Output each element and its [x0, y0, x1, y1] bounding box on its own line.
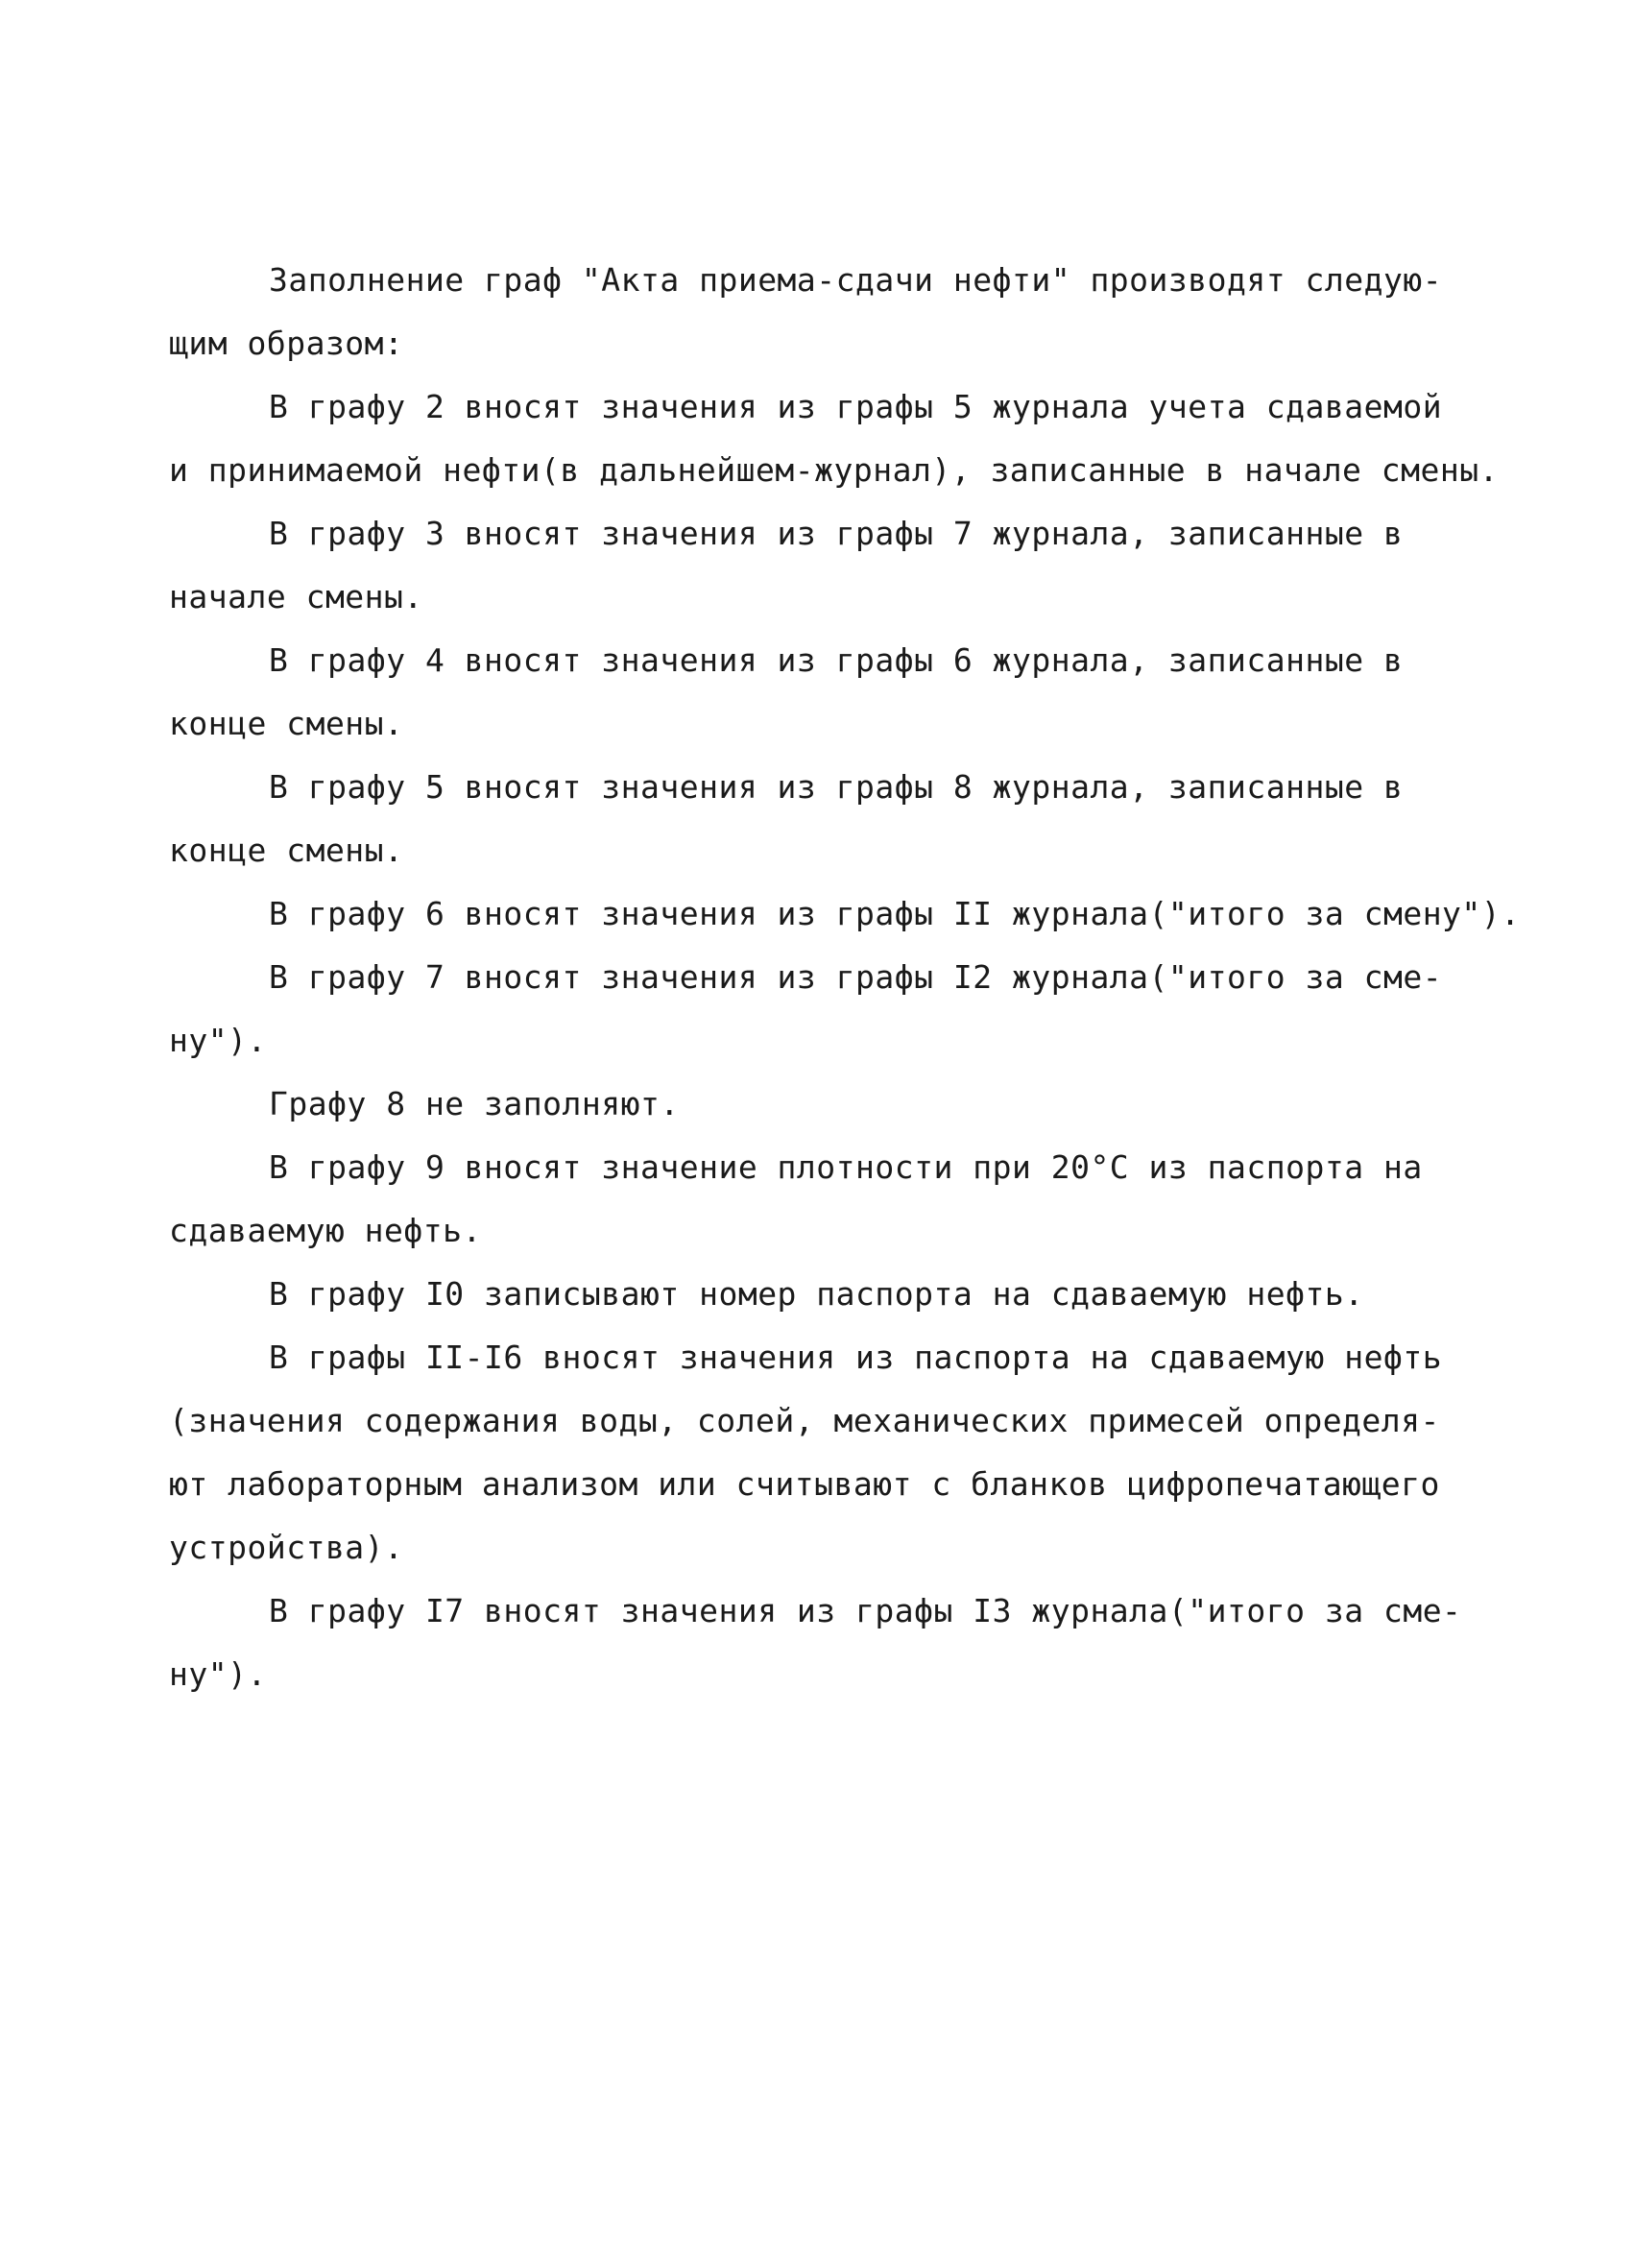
- text-line-14: Графу 8 не заполняют.: [269, 1085, 680, 1122]
- text-line-2: щим образом:: [169, 325, 404, 362]
- text-line-8: конце смены.: [169, 705, 404, 742]
- text-line-7: В графу 4 вносят значения из графы 6 журнала, записанные в: [269, 641, 1404, 679]
- text-line-13: ну").: [169, 1022, 267, 1059]
- text-line-11: В графу 6 вносят значения из графы II журнала("итого за смену").: [269, 895, 1521, 932]
- text-line-22: В графу I7 вносят значения из графы I3 журнала("итого за сме-: [269, 1592, 1462, 1629]
- text-line-1: Заполнение граф "Акта приема-сдачи нефти" производят следую-: [269, 261, 1443, 299]
- text-line-15: В графу 9 вносят значение плотности при 20°С из паспорта на: [269, 1148, 1423, 1186]
- text-line-10: конце смены.: [169, 832, 404, 869]
- text-line-23: ну").: [169, 1655, 267, 1693]
- text-line-6: начале смены.: [169, 578, 423, 615]
- text-line-18: В графы II-I6 вносят значения из паспорта на сдаваемую нефть: [269, 1339, 1443, 1376]
- text-line-17: В графу I0 записывают номер паспорта на сдаваемую нефть.: [269, 1275, 1364, 1313]
- text-line-12: В графу 7 вносят значения из графы I2 журнала("итого за сме-: [269, 958, 1443, 996]
- text-line-19: (значения содержания воды, солей, механических примесей определя-: [169, 1402, 1440, 1439]
- text-line-4: и принимаемой нефти(в дальнейшем-журнал), записанные в начале смены.: [169, 451, 1500, 489]
- text-line-21: устройства).: [169, 1529, 404, 1566]
- text-line-5: В графу 3 вносят значения из графы 7 журнала, записанные в: [269, 515, 1404, 552]
- text-line-16: сдаваемую нефть.: [169, 1212, 482, 1249]
- text-line-9: В графу 5 вносят значения из графы 8 журнала, записанные в: [269, 768, 1404, 806]
- text-line-20: ют лабораторным анализом или считывают с бланков цифропечатающего: [169, 1465, 1440, 1503]
- text-line-3: В графу 2 вносят значения из графы 5 журнала учета сдаваемой: [269, 388, 1443, 425]
